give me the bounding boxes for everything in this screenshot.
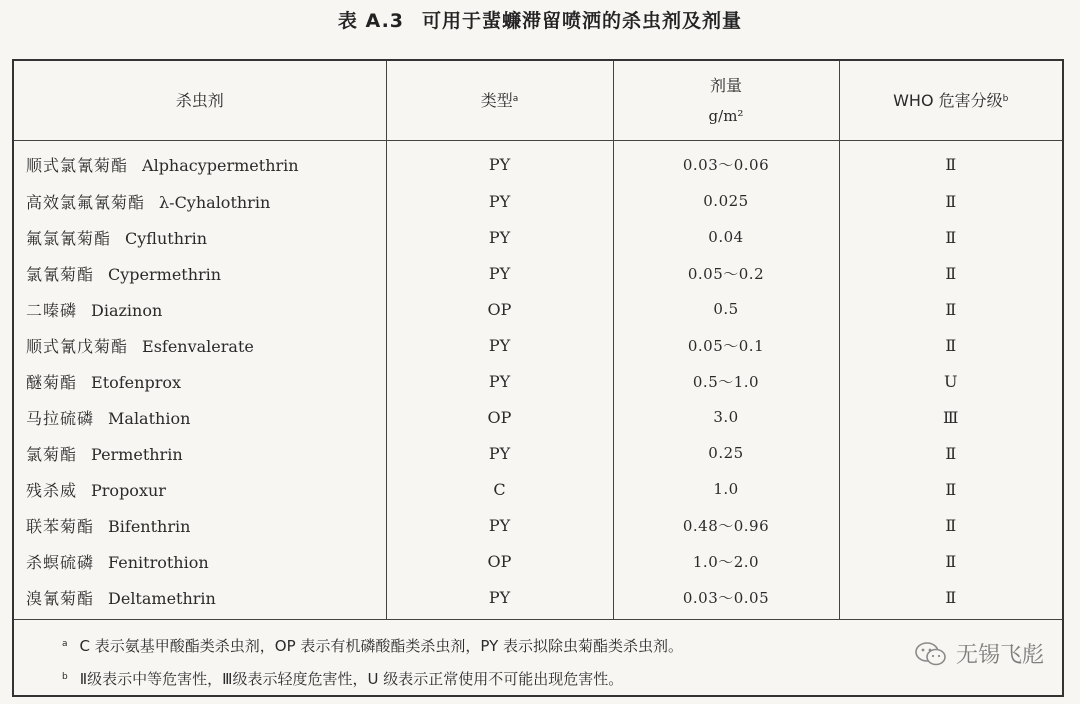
cell-dose: 0.5 [613,291,839,327]
cell-insecticide [14,471,386,507]
table-row [14,327,1062,363]
cell-type: PY [386,255,613,291]
insecticide-en: Cypermethrin [108,264,222,284]
cell-who: Ⅱ [839,579,1062,620]
insecticide-en: λ-Cyhalothrin [159,192,271,212]
table-row [14,579,1062,620]
insecticide-en: Propoxur [91,480,166,500]
insecticide-en: Bifenthrin [108,516,191,536]
cell-type: PY [386,183,613,219]
cell-dose: 0.05～0.1 [613,327,839,363]
insecticide-zh: 氟氯氰菊酯 [26,228,112,248]
watermark-text: 无锡飞彪 [955,643,1044,668]
cell-dose: 0.03～0.05 [613,579,839,620]
cell-insecticide [14,579,386,620]
table-number: 表 A.3 [337,10,405,32]
cell-type: C [386,471,613,507]
table-row [14,543,1062,579]
insecticide-en: Esfenvalerate [142,336,254,356]
cell-type: PY [386,507,613,543]
insecticide-en: Etofenprox [91,372,181,392]
cell-insecticide [14,507,386,543]
insecticide-zh: 氯菊酯 [26,444,78,464]
insecticide-zh: 高效氯氟氰菊酯 [26,192,146,212]
insecticide-zh: 残杀威 [26,480,78,500]
cell-who: Ⅱ [839,471,1062,507]
cell-who: Ⅱ [839,291,1062,327]
cell-who: Ⅱ [839,507,1062,543]
table-row [14,507,1062,543]
cell-dose: 0.48～0.96 [613,507,839,543]
header-row [14,61,1062,141]
header-dose: 剂量 g/m² [613,61,839,141]
table-row [14,435,1062,471]
cell-dose: 0.5～1.0 [613,363,839,399]
cell-insecticide [14,327,386,363]
cell-dose: 0.025 [613,183,839,219]
cell-type: PY [386,579,613,620]
table-row [14,255,1062,291]
insecticide-zh: 联苯菊酯 [26,516,95,536]
footnote-b: $^b$ Ⅱ级表示中等危害性，Ⅲ级表示轻度危害性，U 级表示正常使用不可能出现危害性。 [62,670,624,688]
insecticide-zh: 溴氰菊酯 [26,588,95,608]
insecticide-table [12,59,1064,697]
cell-type: PY [386,327,613,363]
cell-dose: 0.05～0.2 [613,255,839,291]
cell-dose: 0.03～0.06 [613,141,839,184]
insecticide-en: Fenitrothion [108,552,209,572]
cell-who: Ⅱ [839,219,1062,255]
insecticide-zh: 顺式氯氰菊酯 [26,155,129,175]
cell-type: PY [386,141,613,184]
table-row [14,219,1062,255]
table-row [14,471,1062,507]
table-row [14,291,1062,327]
cell-who: Ⅱ [839,543,1062,579]
table-title: 可用于蜚蠊滞留喷洒的杀虫剂及剂量 [422,10,743,32]
cell-insecticide [14,141,386,184]
cell-type: PY [386,363,613,399]
insecticide-en: Cyfluthrin [125,228,208,248]
cell-dose: 0.25 [613,435,839,471]
cell-insecticide [14,255,386,291]
cell-who: U [839,363,1062,399]
cell-who: Ⅱ [839,435,1062,471]
insecticide-en: Alphacypermethrin [142,155,299,175]
cell-who: Ⅱ [839,141,1062,184]
cell-who: Ⅲ [839,399,1062,435]
insecticide-zh: 杀螟硫磷 [26,552,95,572]
cell-insecticide [14,183,386,219]
insecticide-en: Deltamethrin [108,588,216,608]
cell-type: OP [386,543,613,579]
cell-who: Ⅱ [839,255,1062,291]
cell-type: PY [386,435,613,471]
insecticide-zh: 二嗪磷 [26,300,78,320]
header-who-note: b [1002,93,1009,104]
data-table [14,61,1062,620]
insecticide-en: Permethrin [91,444,183,464]
insecticide-zh: 顺式氰戊菊酯 [26,336,129,356]
cell-insecticide [14,543,386,579]
cell-dose: 1.0～2.0 [613,543,839,579]
cell-insecticide [14,435,386,471]
insecticide-en: Diazinon [91,300,163,320]
header-type-note: a [512,93,519,104]
footnotes [14,620,1062,696]
header-who: WHO 危害分级$^b$ [839,61,1062,141]
table-row [14,141,1062,184]
cell-dose: 1.0 [613,471,839,507]
insecticide-zh: 醚菊酯 [26,372,78,392]
insecticide-en: Malathion [108,408,191,428]
cell-insecticide [14,399,386,435]
header-insecticide: 杀虫剂 [14,61,386,141]
table-caption [0,6,1080,33]
table-row [14,399,1062,435]
table-row [14,183,1062,219]
cell-who: Ⅱ [839,183,1062,219]
cell-dose: 0.04 [613,219,839,255]
cell-type: OP [386,399,613,435]
footnote-a: $^a$ C 表示氨基甲酸酯类杀虫剂，OP 表示有机磷酸酯类杀虫剂，PY 表示拟除虫菊酯类杀虫剂。 [62,637,684,655]
insecticide-zh: 马拉硫磷 [26,408,95,428]
cell-insecticide [14,219,386,255]
insecticide-zh: 氯氰菊酯 [26,264,95,284]
header-dose-unit: g/m² [708,106,744,125]
cell-type: OP [386,291,613,327]
cell-insecticide [14,291,386,327]
cell-type: PY [386,219,613,255]
cell-insecticide [14,363,386,399]
header-type: 类型$^a$ [386,61,613,141]
cell-dose: 3.0 [613,399,839,435]
cell-who: Ⅱ [839,327,1062,363]
table-row [14,363,1062,399]
watermark [914,638,1044,669]
wechat-icon [914,640,948,668]
